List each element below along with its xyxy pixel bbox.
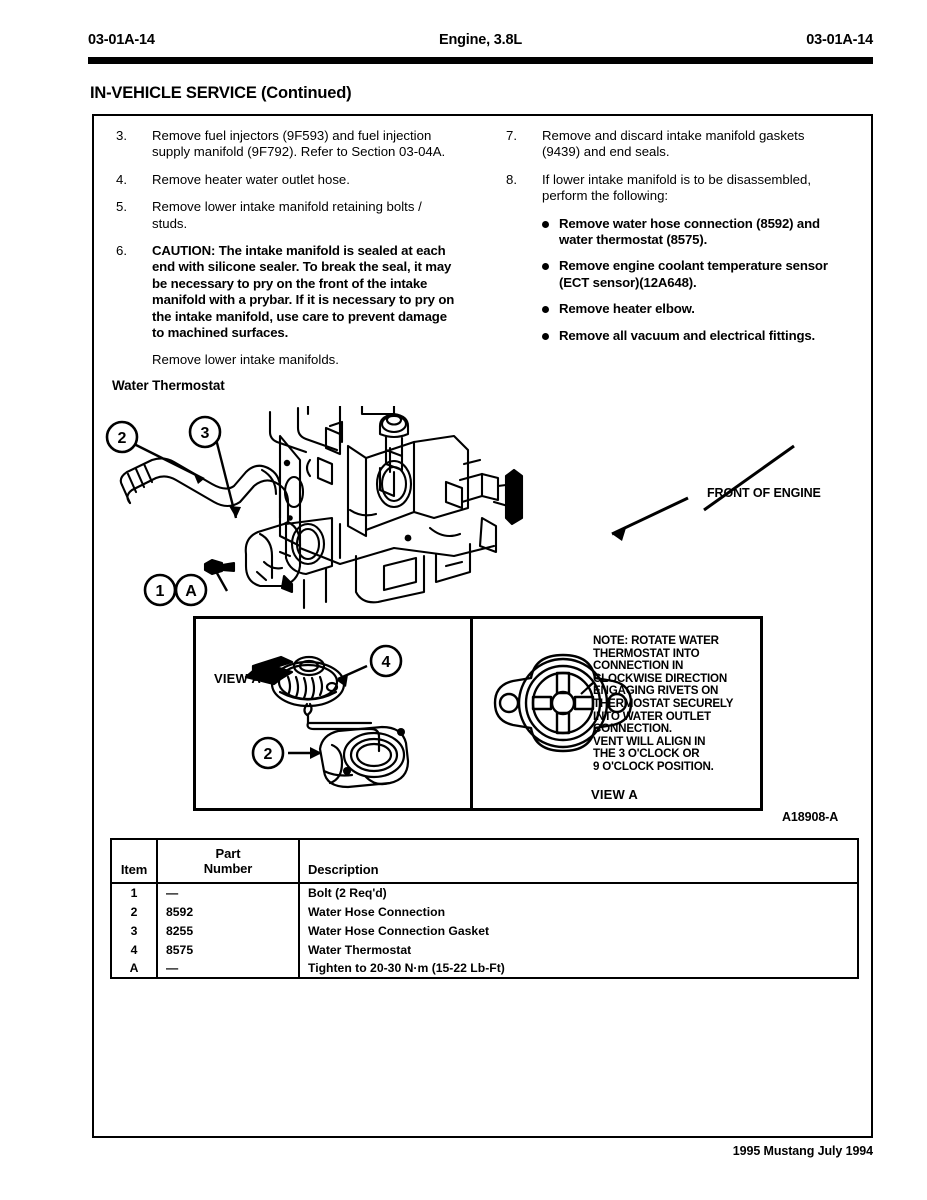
svg-text:2: 2: [117, 430, 127, 447]
engine-line-art: [94, 406, 875, 611]
callout-bubble-3: [190, 417, 220, 447]
cell-description: Tighten to 20-30 N·m (15-22 Lb-Ft): [299, 959, 858, 978]
note-line: 9 O'CLOCK POSITION.: [593, 759, 714, 773]
svg-text:4: 4: [381, 654, 391, 671]
bullet-item: Remove all vacuum and electrical fittings.: [542, 328, 846, 344]
cell-part-number: —: [157, 959, 299, 978]
detail-box-right: [473, 619, 760, 808]
callout-bubble-1: [145, 575, 175, 605]
step-text: Remove heater water outlet hose.: [152, 171, 350, 187]
callout-bubble-2-detail: [253, 738, 283, 768]
cell-part-number: 8592: [157, 902, 299, 921]
procedure-step: [108, 199, 460, 232]
front-of-engine-label: FRONT OF ENGINE: [707, 486, 821, 500]
procedure-step-caution: [108, 243, 460, 341]
left-text-column: [108, 128, 460, 379]
step-number: 6.: [116, 243, 127, 259]
note-line: INTO WATER OUTLET: [593, 709, 711, 723]
step-text: Remove and discard intake manifold gaskets (9439) and end seals.: [542, 128, 805, 160]
table-row: [111, 940, 858, 959]
cell-item: 4: [111, 940, 157, 959]
cell-part-number: —: [157, 883, 299, 902]
header-title: Engine, 3.8L: [438, 32, 523, 48]
cell-part-number: 8255: [157, 921, 299, 940]
view-a-label-right: VIEW A: [591, 787, 638, 802]
bullet-item: Remove engine coolant temperature sensor (ECT sensor)(12A648).: [542, 258, 846, 291]
detail-illustration-boxes: [193, 616, 763, 811]
figure-id: A18908-A: [782, 810, 839, 824]
bullet-item: Remove heater elbow.: [542, 301, 846, 317]
caution-text: CAUTION: The intake manifold is sealed at each end with silicone sealer. To break the seal, it may be necessary to pry on the front of the intake manifold with a prybar. If it is necessary to pry on the intake manifold, use care to prevent damage to machined surfaces.: [152, 243, 455, 341]
table-header-row: [111, 839, 858, 883]
cell-item: A: [111, 959, 157, 978]
part-header-line1: Part: [215, 846, 241, 861]
cell-item: 3: [111, 921, 157, 940]
note-line: ENGAGING RIVETS ON: [593, 684, 719, 698]
thermostat-install-line-art: [196, 619, 473, 808]
cell-description: Water Thermostat: [299, 940, 858, 959]
procedure-step: [108, 128, 460, 161]
step-text: Remove lower intake manifold retaining bolts / studs.: [152, 199, 422, 231]
step-number: 8.: [506, 171, 517, 187]
note-text: [593, 635, 758, 774]
page-running-header: [88, 32, 873, 56]
bullet-list: [498, 216, 846, 344]
procedure-step: [498, 128, 846, 161]
cell-description: Bolt (2 Req'd): [299, 883, 858, 902]
step-number: 5.: [116, 199, 127, 215]
note-line: CONNECTION IN: [593, 659, 684, 673]
column-header-item: Item: [111, 839, 157, 883]
header-rule: [88, 57, 873, 64]
note-line: CONNECTION.: [593, 722, 672, 736]
svg-text:2: 2: [263, 746, 273, 763]
right-text-column: [498, 128, 846, 354]
trailing-paragraph: Remove lower intake manifolds.: [152, 352, 339, 368]
part-header-line2: Number: [203, 861, 253, 876]
cell-description: Water Hose Connection: [299, 902, 858, 921]
svg-text:1: 1: [155, 583, 165, 600]
cell-part-number: 8575: [157, 940, 299, 959]
section-title: IN-VEHICLE SERVICE (Continued): [90, 84, 352, 102]
bullet-item: Remove water hose connection (8592) and water thermostat (8575).: [542, 216, 846, 249]
table-row: [111, 921, 858, 940]
svg-text:3: 3: [200, 425, 210, 442]
step-number: 3.: [116, 128, 127, 143]
step-number: 7.: [506, 128, 517, 143]
svg-text:A: A: [185, 583, 197, 600]
sub-heading-water-thermostat: Water Thermostat: [112, 378, 225, 393]
procedure-step: [498, 172, 846, 205]
callout-bubble-a: [176, 575, 206, 605]
step-text: If lower intake manifold is to be disassembled, perform the following:: [542, 171, 812, 204]
engine-illustration: [94, 406, 875, 611]
table-row: [111, 959, 858, 978]
column-header-part-number: [157, 839, 299, 883]
view-a-label-left: VIEW A: [214, 671, 261, 686]
step-number: 4.: [116, 171, 127, 187]
column-header-description: Description: [299, 839, 858, 883]
procedure-step: [108, 172, 460, 188]
note-line: THE 3 O'CLOCK OR: [593, 747, 700, 761]
cell-description: Water Hose Connection Gasket: [299, 921, 858, 940]
callout-bubble-2: [107, 422, 137, 452]
table-row: [111, 883, 858, 902]
note-line: THERMOSTAT INTO: [593, 646, 700, 660]
cell-item: 1: [111, 883, 157, 902]
cell-item: 2: [111, 902, 157, 921]
header-page-number-left: 03-01A-14: [88, 32, 155, 48]
note-line: VENT WILL ALIGN IN: [593, 734, 706, 748]
parts-table: [110, 838, 859, 979]
content-frame: [92, 114, 873, 1138]
header-page-number-right: 03-01A-14: [806, 32, 873, 48]
callout-bubble-4: [371, 646, 401, 676]
detail-box-left: [196, 619, 473, 808]
page-footer: 1995 Mustang July 1994: [732, 1144, 873, 1158]
step-text: Remove fuel injectors (9F593) and fuel injection supply manifold (9F792). Refer to Section 03-04A.: [152, 128, 446, 160]
table-row: [111, 902, 858, 921]
note-line: CLOCKWISE DIRECTION: [593, 671, 728, 685]
note-line: THERMOSTAT SECURELY: [593, 696, 734, 710]
note-line: NOTE: ROTATE WATER: [593, 634, 719, 647]
